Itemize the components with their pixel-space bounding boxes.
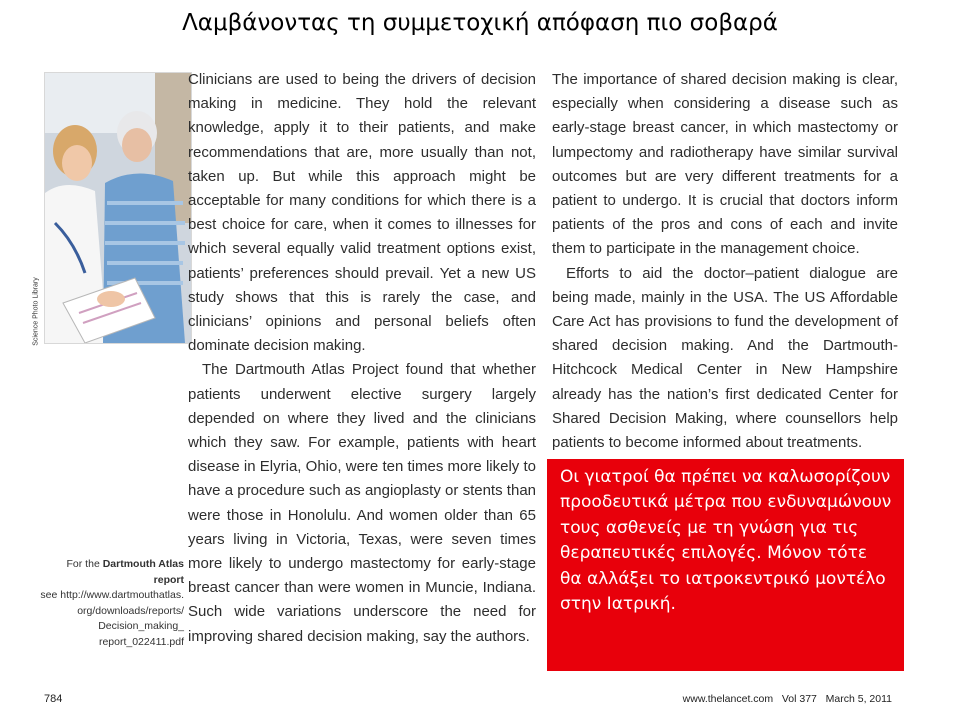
article-left-column xyxy=(188,68,536,649)
article-photo xyxy=(44,72,192,344)
paragraph: The Dartmouth Atlas Project found that whether patients underwent elective surgery largely depended on where they lived and the clinicians which they saw. For example, patients with heart disease in Elyria, Ohio, were ten times more likely to have a procedure such as angioplasty or stents than were those in Honolulu. And women older than 65 years living in Victoria, Texas, were seven times more likely to undergo mastectomy for early-stage breast cancer than were women in Muncie, Indiana. Such wide variations underscore the need for improving shared decision making, say the authors. xyxy=(188,361,536,645)
journal-footer: www.thelancet.com Vol 377 March 5, 2011 xyxy=(682,693,892,705)
photo-credit: Science Photo Library xyxy=(32,277,40,346)
article-right-column xyxy=(552,68,898,455)
slide-title: Λαμβάνοντας τη συμμετοχική απόφαση πιο σοβαρά xyxy=(182,10,778,36)
sidenote-reference: For the Dartmouth Atlas report see http://www.dartmouthatlas. org/downloads/reports/ Decision_making_ report_022411.pdf xyxy=(40,558,184,648)
paragraph: The importance of shared decision making is clear, especially when considering a disease such as early-stage breast cancer, in which mastectomy or lumpectomy and radiotherapy have similar survival outcomes but are very different treatments for a patient to undergo. It is crucial that doctors inform patients of the pros and cons of each and invite them to participate in the management choice. xyxy=(552,71,898,258)
callout-box: Οι γιατροί θα πρέπει να καλωσορίζουν προοδευτικά μέτρα που ενδυναμώνουν τους ασθενείς με τη γνώση για τις θεραπευτικές επιλογές. Μόνον τότε θα αλλάξει το ιατροκεντρικό μοντέλο στην Ιατρική. xyxy=(547,459,904,671)
paragraph: Clinicians are used to being the drivers of decision making in medicine. They hold the relevant knowledge, apply it to their patients, and make recommendations that are, more usually than not, taken up. But while this approach might be acceptable for many conditions for which there is a best choice for care, when it comes to illnesses for which several equally valid treatment options exist, patients’ preferences should prevail. Yet a new US study shows that this is rarely the case, and clinicians’ opinions and personal beliefs often dominate decision making. xyxy=(188,71,536,355)
sidenote-title: Dartmouth Atlas report xyxy=(102,558,184,586)
paragraph: Efforts to aid the doctor–patient dialogue are being made, mainly in the USA. The US Affordable Care Act has provisions to fund the development of shared decision making. And the Dartmouth-Hitchcock Medical Center in New Hampshire already has the nation’s first dedicated Center for Shared Decision Making, where counsellors help patients to become informed about treatments. xyxy=(552,264,898,452)
page-number: 784 xyxy=(44,693,63,705)
